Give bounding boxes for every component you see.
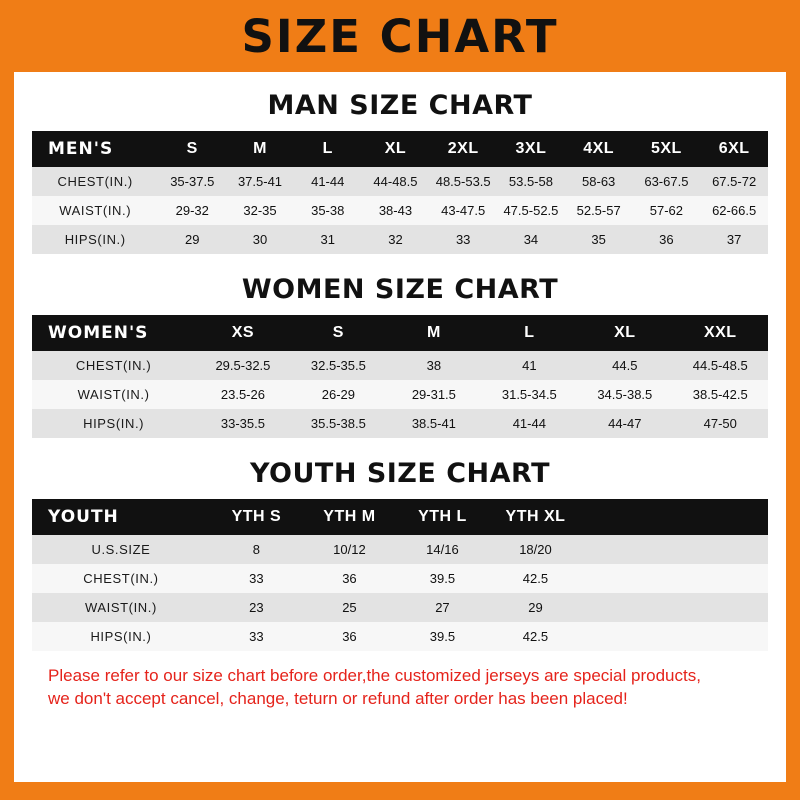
youth-cell-0-2: 14/16 (396, 535, 489, 564)
men-cell-2-8: 37 (700, 225, 768, 254)
youth-cell-0-0: 8 (210, 535, 303, 564)
men-header-col-3: XL (362, 131, 430, 167)
women-table-body (32, 351, 768, 438)
men-row-label-2: HIPS(IN.) (32, 225, 158, 254)
youth-header-corner: YOUTH (32, 499, 210, 535)
men-header-col-0: S (158, 131, 226, 167)
men-cell-1-5: 47.5-52.5 (497, 196, 565, 225)
youth-cell-2-1: 25 (303, 593, 396, 622)
men-cell-1-4: 43-47.5 (429, 196, 497, 225)
youth-table-body (32, 535, 768, 651)
men-header-corner: MEN'S (32, 131, 158, 167)
table-row (32, 409, 768, 438)
youth-cell-3-2: 39.5 (396, 622, 489, 651)
youth-cell-2-4 (582, 593, 675, 622)
table-row (32, 196, 768, 225)
youth-table-header (32, 499, 768, 535)
women-cell-0-5: 44.5-48.5 (673, 351, 768, 380)
men-header-col-1: M (226, 131, 294, 167)
youth-cell-1-2: 39.5 (396, 564, 489, 593)
youth-header-col-3: YTH XL (489, 499, 582, 535)
men-cell-2-0: 29 (158, 225, 226, 254)
men-cell-0-0: 35-37.5 (158, 167, 226, 196)
table-header-row (32, 315, 768, 351)
youth-header-col-1: YTH M (303, 499, 396, 535)
women-cell-0-0: 29.5-32.5 (195, 351, 290, 380)
table-row (32, 167, 768, 196)
table-row (32, 351, 768, 380)
banner (14, 0, 786, 72)
women-cell-2-2: 38.5-41 (386, 409, 481, 438)
youth-cell-0-3: 18/20 (489, 535, 582, 564)
women-cell-1-1: 26-29 (291, 380, 386, 409)
men-cell-2-1: 30 (226, 225, 294, 254)
men-header-col-8: 6XL (700, 131, 768, 167)
youth-header-col-2: YTH L (396, 499, 489, 535)
youth-header-col-5 (675, 499, 768, 535)
youth-cell-3-3: 42.5 (489, 622, 582, 651)
men-cell-1-3: 38-43 (362, 196, 430, 225)
youth-header-col-0: YTH S (210, 499, 303, 535)
men-cell-2-5: 34 (497, 225, 565, 254)
table-row (32, 593, 768, 622)
men-cell-1-6: 52.5-57 (565, 196, 633, 225)
youth-cell-0-4 (582, 535, 675, 564)
women-cell-1-2: 29-31.5 (386, 380, 481, 409)
women-cell-1-3: 31.5-34.5 (482, 380, 577, 409)
men-size-table (32, 131, 768, 254)
youth-cell-1-5 (675, 564, 768, 593)
women-cell-2-1: 35.5-38.5 (291, 409, 386, 438)
men-cell-0-1: 37.5-41 (226, 167, 294, 196)
youth-cell-2-3: 29 (489, 593, 582, 622)
footnote-line-2: we don't accept cancel, change, teturn or refund after order has been placed! (48, 688, 628, 708)
youth-section-title: YOUTH SIZE CHART (249, 458, 551, 489)
youth-row-label-0: U.S.SIZE (32, 535, 210, 564)
table-row (32, 564, 768, 593)
women-cell-2-5: 47-50 (673, 409, 768, 438)
women-header-col-1: S (291, 315, 386, 351)
youth-cell-3-4 (582, 622, 675, 651)
page-title: SIZE CHART (241, 9, 559, 63)
men-row-label-0: CHEST(IN.) (32, 167, 158, 196)
women-header-col-0: XS (195, 315, 290, 351)
youth-cell-1-4 (582, 564, 675, 593)
youth-cell-0-1: 10/12 (303, 535, 396, 564)
women-cell-1-0: 23.5-26 (195, 380, 290, 409)
footnote-line-1: Please refer to our size chart before order,the customized jerseys are special products, (48, 666, 701, 685)
men-cell-0-4: 48.5-53.5 (429, 167, 497, 196)
bottom-accent-bar (14, 782, 786, 800)
table-row (32, 380, 768, 409)
men-header-col-7: 5XL (633, 131, 701, 167)
table-row (32, 225, 768, 254)
youth-cell-3-5 (675, 622, 768, 651)
men-table-header (32, 131, 768, 167)
men-cell-1-2: 35-38 (294, 196, 362, 225)
men-cell-0-2: 41-44 (294, 167, 362, 196)
men-cell-2-6: 35 (565, 225, 633, 254)
men-cell-1-7: 57-62 (633, 196, 701, 225)
youth-cell-0-5 (675, 535, 768, 564)
men-cell-0-6: 58-63 (565, 167, 633, 196)
youth-cell-1-1: 36 (303, 564, 396, 593)
women-cell-2-4: 44-47 (577, 409, 672, 438)
women-cell-1-4: 34.5-38.5 (577, 380, 672, 409)
women-table-header (32, 315, 768, 351)
men-row-label-1: WAIST(IN.) (32, 196, 158, 225)
men-cell-2-7: 36 (633, 225, 701, 254)
youth-row-label-2: WAIST(IN.) (32, 593, 210, 622)
table-header-row (32, 499, 768, 535)
men-cell-0-3: 44-48.5 (362, 167, 430, 196)
men-cell-2-3: 32 (362, 225, 430, 254)
women-header-corner: WOMEN'S (32, 315, 195, 351)
men-cell-0-8: 67.5-72 (700, 167, 768, 196)
youth-row-label-1: CHEST(IN.) (32, 564, 210, 593)
men-section-title: MAN SIZE CHART (267, 90, 533, 121)
women-row-label-1: WAIST(IN.) (32, 380, 195, 409)
women-cell-0-2: 38 (386, 351, 481, 380)
women-header-col-3: L (482, 315, 577, 351)
men-table-body (32, 167, 768, 254)
youth-cell-2-5 (675, 593, 768, 622)
men-header-col-4: 2XL (429, 131, 497, 167)
women-row-label-2: HIPS(IN.) (32, 409, 195, 438)
youth-cell-3-1: 36 (303, 622, 396, 651)
men-cell-1-1: 32-35 (226, 196, 294, 225)
men-header-col-6: 4XL (565, 131, 633, 167)
youth-header-col-4 (582, 499, 675, 535)
women-cell-0-1: 32.5-35.5 (291, 351, 386, 380)
women-cell-0-4: 44.5 (577, 351, 672, 380)
men-cell-0-5: 53.5-58 (497, 167, 565, 196)
women-section-title: WOMEN SIZE CHART (241, 274, 559, 305)
youth-cell-3-0: 33 (210, 622, 303, 651)
women-header-col-4: XL (577, 315, 672, 351)
women-header-col-2: M (386, 315, 481, 351)
youth-cell-2-2: 27 (396, 593, 489, 622)
men-header-col-5: 3XL (497, 131, 565, 167)
women-cell-0-3: 41 (482, 351, 577, 380)
table-row (32, 622, 768, 651)
youth-cell-1-3: 42.5 (489, 564, 582, 593)
table-row (32, 535, 768, 564)
table-header-row (32, 131, 768, 167)
men-cell-1-8: 62-66.5 (700, 196, 768, 225)
chart-content (14, 72, 786, 782)
women-cell-2-0: 33-35.5 (195, 409, 290, 438)
women-size-table (32, 315, 768, 438)
men-header-col-2: L (294, 131, 362, 167)
women-header-col-5: XXL (673, 315, 768, 351)
youth-cell-2-0: 23 (210, 593, 303, 622)
men-cell-0-7: 63-67.5 (633, 167, 701, 196)
youth-size-table (32, 499, 768, 651)
men-cell-2-4: 33 (429, 225, 497, 254)
youth-cell-1-0: 33 (210, 564, 303, 593)
women-cell-1-5: 38.5-42.5 (673, 380, 768, 409)
women-row-label-0: CHEST(IN.) (32, 351, 195, 380)
footnote (48, 665, 752, 711)
men-cell-2-2: 31 (294, 225, 362, 254)
women-cell-2-3: 41-44 (482, 409, 577, 438)
men-cell-1-0: 29-32 (158, 196, 226, 225)
youth-row-label-3: HIPS(IN.) (32, 622, 210, 651)
